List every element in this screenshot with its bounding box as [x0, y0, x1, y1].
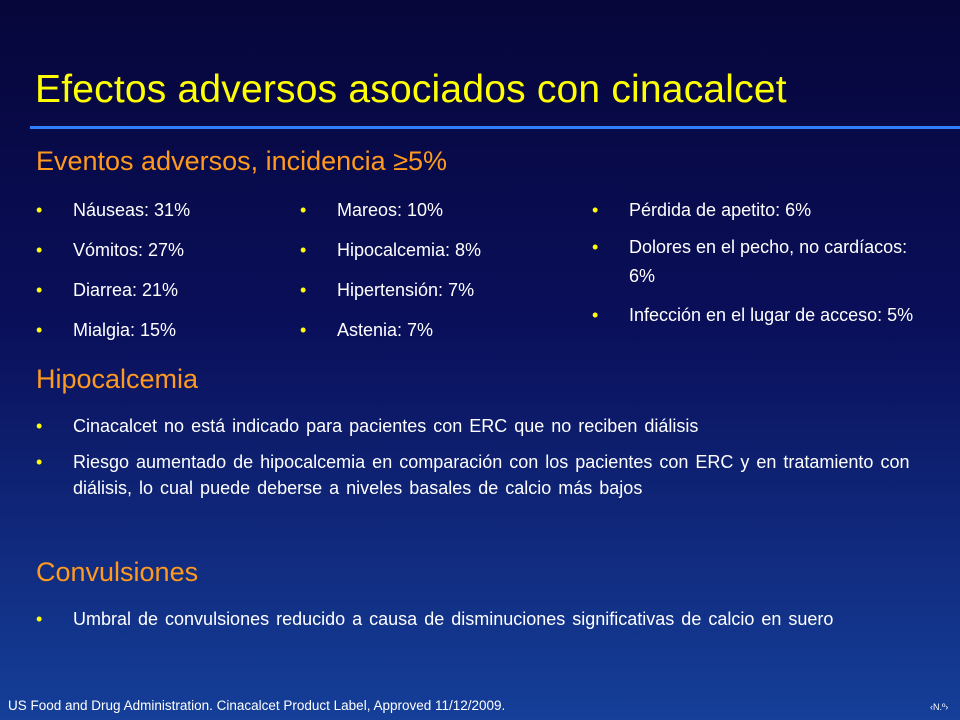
- list-item: • Umbral de convulsiones reducido a causa de disminuciones significativas de calcio en suero: [36, 606, 916, 632]
- section-heading-hypocalcemia: Hipocalcemia: [36, 364, 199, 394]
- list-item: • Pérdida de apetito: 6%: [592, 197, 922, 223]
- footer-citation: US Food and Drug Administration. Cinacalcet Product Label, Approved 11/12/2009.: [8, 698, 506, 713]
- list-item: • Hipertensión: 7%: [300, 277, 570, 303]
- page-number: ‹N.º›: [930, 702, 949, 712]
- list-item: • Dolores en el pecho, no cardíacos: 6%: [592, 233, 922, 291]
- bullet-icon: •: [36, 200, 43, 220]
- list-item: • Riesgo aumentado de hipocalcemia en comparación con los pacientes con ERC y en tratamiento con diálisis, lo cual puede deberse a niveles basales de calcio más bajos: [36, 449, 916, 501]
- bullet-icon: •: [36, 240, 43, 260]
- section-heading-incidence: Eventos adversos, incidencia ≥5%: [36, 146, 448, 176]
- hypocalcemia-list: [36, 413, 916, 511]
- bullet-icon: •: [36, 280, 43, 300]
- bullet-icon: •: [36, 320, 43, 340]
- bullet-icon: •: [300, 320, 307, 340]
- bullet-icon: •: [592, 305, 599, 325]
- list-item: • Vómitos: 27%: [36, 237, 276, 263]
- list-item: • Mareos: 10%: [300, 197, 570, 223]
- section-heading-seizures: Convulsiones: [36, 557, 199, 587]
- bullet-icon: •: [300, 280, 307, 300]
- bullet-icon: •: [300, 200, 307, 220]
- bullet-icon: •: [592, 237, 599, 257]
- list-item: • Astenia: 7%: [300, 317, 570, 343]
- list-item: • Diarrea: 21%: [36, 277, 276, 303]
- list-item: • Hipocalcemia: 8%: [300, 237, 570, 263]
- slide-title: Efectos adversos asociados con cinacalcet: [35, 68, 787, 111]
- incidence-list-col2: [300, 197, 570, 357]
- bullet-icon: •: [36, 416, 43, 436]
- incidence-list-col1: [36, 197, 276, 357]
- list-item: • Mialgia: 15%: [36, 317, 276, 343]
- bullet-icon: •: [36, 452, 43, 472]
- list-item: • Náuseas: 31%: [36, 197, 276, 223]
- bullet-icon: •: [36, 609, 43, 629]
- seizures-list: [36, 606, 916, 642]
- list-item: • Cinacalcet no está indicado para pacientes con ERC que no reciben diálisis: [36, 413, 916, 439]
- bullet-icon: •: [300, 240, 307, 260]
- title-divider: [30, 126, 960, 129]
- bullet-icon: •: [592, 200, 599, 220]
- incidence-list-col3: [592, 197, 922, 340]
- list-item: • Infección en el lugar de acceso: 5%: [592, 301, 922, 330]
